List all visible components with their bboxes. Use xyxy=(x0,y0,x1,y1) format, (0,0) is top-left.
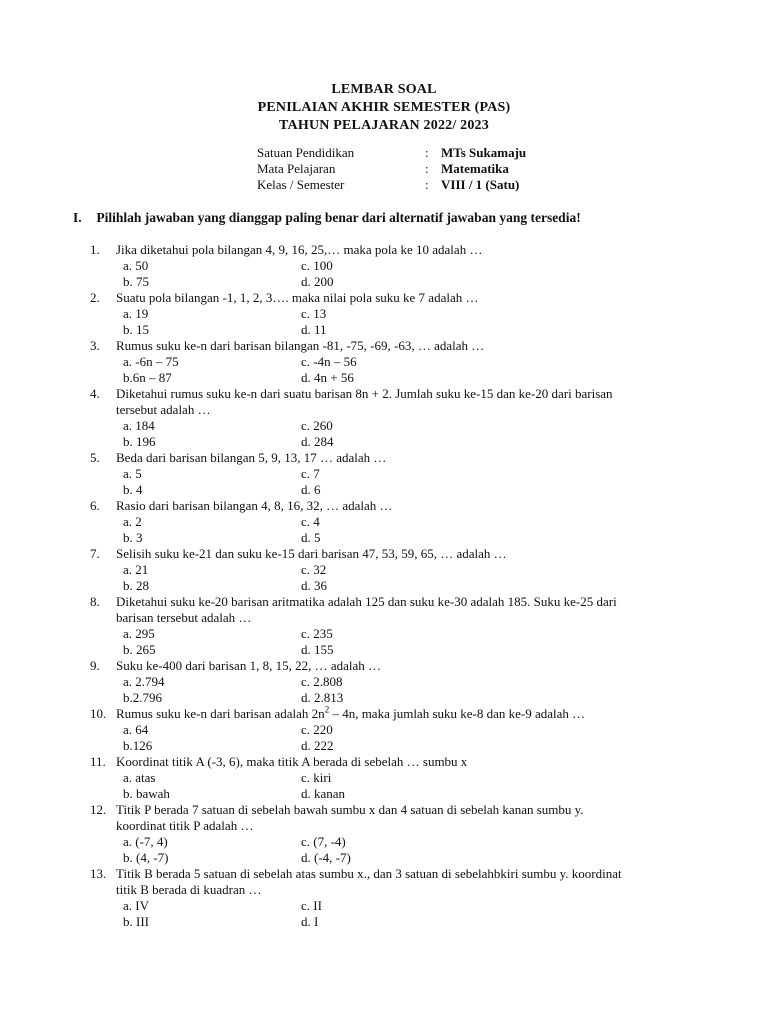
option-d: d. I xyxy=(301,914,319,929)
question-text: Suatu pola bilangan -1, 1, 2, 3…. maka nilai pola suku ke 7 adalah … xyxy=(116,290,479,305)
question-number: 2. xyxy=(90,290,100,305)
question-stem xyxy=(90,290,690,306)
option-row xyxy=(90,834,690,850)
question-text xyxy=(116,706,585,722)
option-b: b.2.796 xyxy=(123,690,162,705)
option-b: b. (4, -7) xyxy=(123,850,169,865)
question-number: 13. xyxy=(90,866,107,881)
question-text: Titik B berada 5 satuan di sebelah atas sumbu x., dan 3 satuan di sebelahbkiri sumbu y. koordinat xyxy=(116,866,622,881)
option-a: a. 21 xyxy=(123,562,149,577)
identity-value: VIII / 1 (Satu) xyxy=(441,177,520,192)
identity-value: MTs Sukamaju xyxy=(441,145,527,160)
question-number: 3. xyxy=(90,338,100,353)
question-stem xyxy=(90,242,690,258)
option-row xyxy=(90,626,690,642)
question-text: Suku ke-400 dari barisan 1, 8, 15, 22, … adalah … xyxy=(116,658,382,673)
option-d: d. 5 xyxy=(301,530,321,545)
question-text: Diketahui rumus suku ke-n dari suatu barisan 8n + 2. Jumlah suku ke-15 dan ke-20 dari barisan xyxy=(116,386,613,401)
question-stem xyxy=(90,338,690,354)
option-row xyxy=(90,482,690,498)
question-stem xyxy=(90,386,690,402)
question-stem xyxy=(90,754,690,770)
identity-value: Matematika xyxy=(441,161,509,176)
option-b: b. III xyxy=(123,914,149,929)
option-row xyxy=(90,322,690,338)
option-d: d. 284 xyxy=(301,434,334,449)
question-item xyxy=(90,242,690,290)
option-a: a. atas xyxy=(123,770,156,785)
question-item xyxy=(90,450,690,498)
question-number: 12. xyxy=(90,802,107,817)
option-row xyxy=(90,466,690,482)
option-d: d. 155 xyxy=(301,642,334,657)
question-stem xyxy=(90,594,690,610)
option-d: d. kanan xyxy=(301,786,346,801)
question-item xyxy=(90,754,690,802)
option-row xyxy=(90,274,690,290)
option-b: b. 196 xyxy=(123,434,156,449)
section-number: I. xyxy=(73,210,82,225)
option-a: a. 2.794 xyxy=(123,674,165,689)
option-d: d. 36 xyxy=(301,578,327,593)
option-d: d. 11 xyxy=(301,322,327,337)
option-row xyxy=(90,514,690,530)
instruction-text: Pilihlah jawaban yang dianggap paling benar dari alternatif jawaban yang tersedia! xyxy=(96,210,581,225)
option-c: c. 7 xyxy=(301,466,320,481)
option-c: c. 260 xyxy=(301,418,333,433)
option-row xyxy=(90,642,690,658)
option-d: d. 222 xyxy=(301,738,334,753)
question-text-continuation: barisan tersebut adalah … xyxy=(116,610,252,625)
option-c: c. -4n – 56 xyxy=(301,354,357,369)
question-item xyxy=(90,290,690,338)
identity-separator: : xyxy=(425,177,429,192)
option-row xyxy=(90,530,690,546)
option-b: b. 3 xyxy=(123,530,143,545)
option-a: a. -6n – 75 xyxy=(123,354,179,369)
identity-label: Kelas / Semester xyxy=(257,177,345,192)
option-b: b. 265 xyxy=(123,642,156,657)
option-row xyxy=(90,258,690,274)
identity-row xyxy=(257,145,526,161)
option-row xyxy=(90,434,690,450)
question-stem xyxy=(90,658,690,674)
question-number: 4. xyxy=(90,386,100,401)
option-a: a. (-7, 4) xyxy=(123,834,168,849)
option-row xyxy=(90,914,690,930)
option-row xyxy=(90,562,690,578)
identity-row xyxy=(257,161,526,177)
option-c: c. 32 xyxy=(301,562,327,577)
option-row xyxy=(90,786,690,802)
option-row xyxy=(90,306,690,322)
option-row xyxy=(90,674,690,690)
option-d: d. 200 xyxy=(301,274,334,289)
question-text: Diketahui suku ke-20 barisan aritmatika adalah 125 dan suku ke-30 adalah 185. Suku ke-25 dari xyxy=(116,594,617,609)
option-a: a. 50 xyxy=(123,258,149,273)
option-a: a. 5 xyxy=(123,466,142,481)
question-item xyxy=(90,386,690,450)
exponent: 2 xyxy=(324,704,330,715)
option-row xyxy=(90,850,690,866)
question-number: 8. xyxy=(90,594,100,609)
question-list xyxy=(90,242,690,930)
option-a: a. 64 xyxy=(123,722,149,737)
question-text-part: Rumus suku ke-n dari barisan adalah 2n xyxy=(116,706,325,721)
option-c: c. 2.808 xyxy=(301,674,343,689)
option-a: a. IV xyxy=(123,898,149,913)
option-c: c. 13 xyxy=(301,306,327,321)
question-text: Beda dari barisan bilangan 5, 9, 13, 17 … adalah … xyxy=(116,450,387,465)
option-b: b. 75 xyxy=(123,274,149,289)
question-item xyxy=(90,594,690,658)
question-number: 11. xyxy=(90,754,106,769)
identity-separator: : xyxy=(425,161,429,176)
question-text: Rumus suku ke-n dari barisan bilangan -81, -75, -69, -63, … adalah … xyxy=(116,338,485,353)
question-item xyxy=(90,338,690,386)
question-stem xyxy=(90,498,690,514)
option-row xyxy=(90,898,690,914)
identity-separator: : xyxy=(425,145,429,160)
identity-label: Satuan Pendidikan xyxy=(257,145,355,160)
option-d: d. 2.813 xyxy=(301,690,344,705)
question-number: 10. xyxy=(90,706,107,721)
question-item xyxy=(90,802,690,866)
question-number: 1. xyxy=(90,242,100,257)
document-header xyxy=(0,81,768,135)
question-text: Selisih suku ke-21 dan suku ke-15 dari barisan 47, 53, 59, 65, … adalah … xyxy=(116,546,507,561)
identity-label: Mata Pelajaran xyxy=(257,161,336,176)
option-b: b.126 xyxy=(123,738,153,753)
option-c: c. 235 xyxy=(301,626,333,641)
option-row xyxy=(90,770,690,786)
option-row xyxy=(90,354,690,370)
option-a: a. 184 xyxy=(123,418,155,433)
question-stem xyxy=(90,866,690,882)
question-number: 6. xyxy=(90,498,100,513)
option-d: d. (-4, -7) xyxy=(301,850,351,865)
option-row xyxy=(90,418,690,434)
question-text-continuation: titik B berada di kuadran … xyxy=(116,882,262,897)
option-d: d. 4n + 56 xyxy=(301,370,354,385)
doc-title: LEMBAR SOAL xyxy=(331,82,437,97)
question-text: Rasio dari barisan bilangan 4, 8, 16, 32, … adalah … xyxy=(116,498,393,513)
option-d: d. 6 xyxy=(301,482,321,497)
section-instruction xyxy=(73,210,581,226)
option-b: b. 15 xyxy=(123,322,149,337)
question-text: Titik P berada 7 satuan di sebelah bawah sumbu x dan 4 satuan di sebelah kanan sumbu y. xyxy=(116,802,584,817)
option-row xyxy=(90,738,690,754)
option-b: b. bawah xyxy=(123,786,170,801)
option-row xyxy=(90,690,690,706)
option-row xyxy=(90,722,690,738)
question-text-continuation: koordinat titik P adalah … xyxy=(116,818,254,833)
question-number: 5. xyxy=(90,450,100,465)
option-c: c. 220 xyxy=(301,722,333,737)
question-text-part: – 4n, maka jumlah suku ke-8 dan ke-9 adalah … xyxy=(329,706,586,721)
question-number: 9. xyxy=(90,658,100,673)
question-number: 7. xyxy=(90,546,100,561)
question-stem xyxy=(90,450,690,466)
question-item xyxy=(90,546,690,594)
option-c: c. 4 xyxy=(301,514,320,529)
question-text: Koordinat titik A (-3, 6), maka titik A berada di sebelah … sumbu x xyxy=(116,754,468,769)
question-item xyxy=(90,706,690,754)
option-b: b. 28 xyxy=(123,578,149,593)
option-a: a. 19 xyxy=(123,306,149,321)
option-row xyxy=(90,370,690,386)
option-c: c. (7, -4) xyxy=(301,834,346,849)
identity-table xyxy=(257,145,526,193)
option-a: a. 295 xyxy=(123,626,155,641)
option-b: b.6n – 87 xyxy=(123,370,172,385)
question-item xyxy=(90,498,690,546)
question-text-continuation: tersebut adalah … xyxy=(116,402,211,417)
question-stem xyxy=(90,546,690,562)
question-stem xyxy=(90,802,690,818)
question-item xyxy=(90,658,690,706)
option-b: b. 4 xyxy=(123,482,143,497)
option-c: c. 100 xyxy=(301,258,333,273)
identity-row xyxy=(257,177,526,193)
option-c: c. kiri xyxy=(301,770,332,785)
option-c: c. II xyxy=(301,898,322,913)
exam-name: PENILAIAN AKHIR SEMESTER (PAS) xyxy=(257,100,511,115)
option-a: a. 2 xyxy=(123,514,142,529)
academic-year: TAHUN PELAJARAN 2022/ 2023 xyxy=(279,118,489,133)
question-stem xyxy=(90,706,690,722)
option-row xyxy=(90,578,690,594)
question-text: Jika diketahui pola bilangan 4, 9, 16, 25,… maka pola ke 10 adalah … xyxy=(116,242,483,257)
question-item xyxy=(90,866,690,930)
